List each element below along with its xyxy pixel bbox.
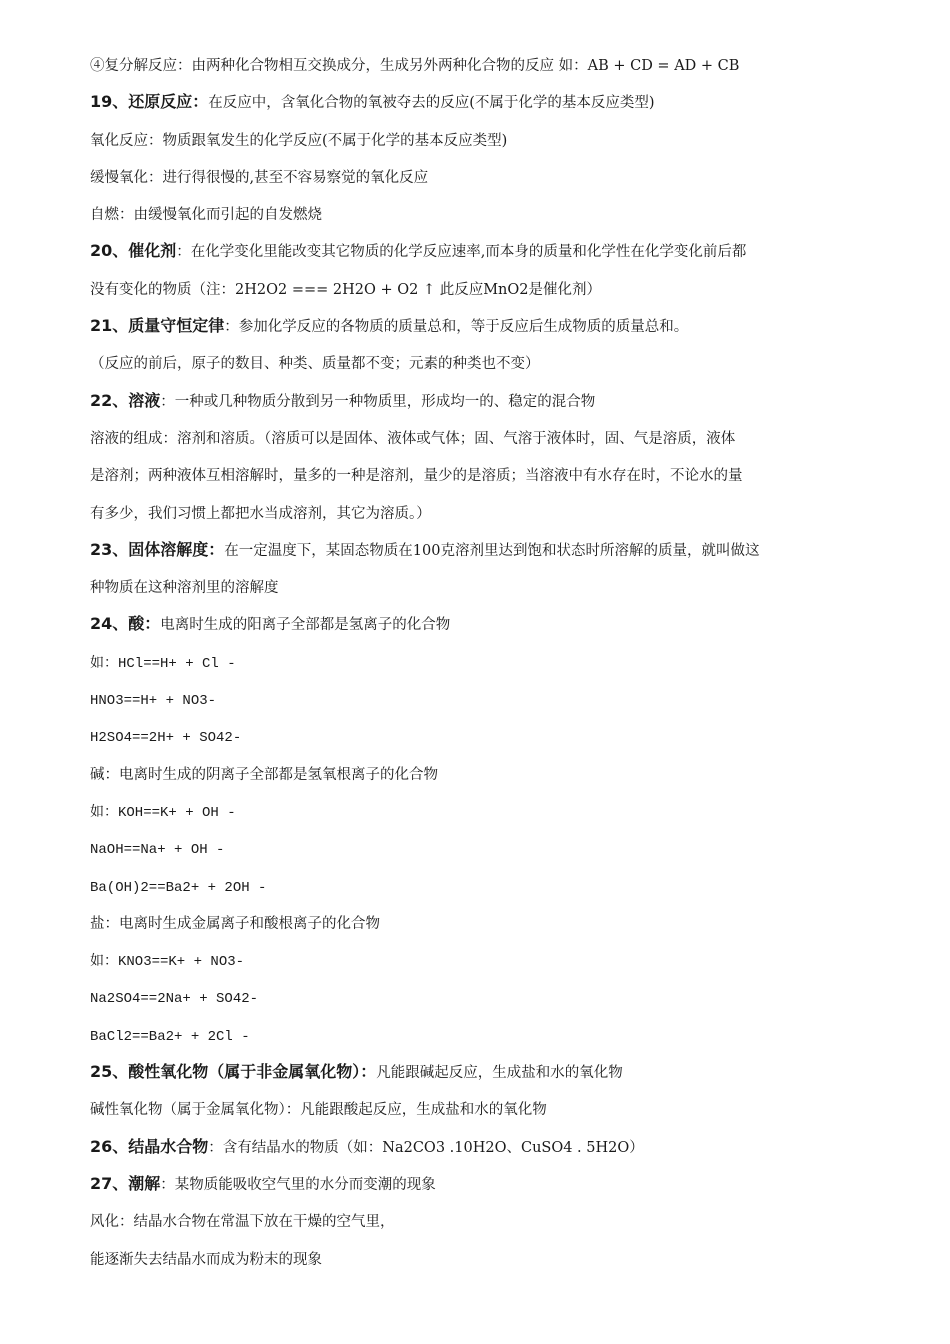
- term-heading: 23、固体溶解度：: [90, 539, 225, 559]
- document-body: [90, 46, 870, 1277]
- line-text: 碱性氧化物（属于金属氧化物）：凡能跟酸起反应，生成盐和水的氧化物: [90, 1102, 547, 1119]
- line-text: 在一定温度下，某固态物质在100克溶剂里达到饱和状态时所溶解的质量，就叫做这: [224, 542, 760, 559]
- term-heading: 25、酸性氧化物（属于非金属氧化物）：: [90, 1062, 377, 1082]
- term-heading: 24、酸：: [90, 614, 161, 634]
- text-line: [90, 270, 870, 307]
- text-line: [90, 307, 870, 344]
- line-text: NaOH==Na+ + OH -: [90, 842, 225, 859]
- line-text: ④复分解反应：由两种化合物相互交换成分，生成另外两种化合物的反应 如：AB + CD = AD + CB: [90, 58, 740, 74]
- term-heading: 22、溶液: [90, 390, 161, 410]
- line-text: （反应的前后，原子的数目、种类、质量都不变；元素的种类也不变）: [90, 356, 540, 373]
- text-line: [90, 121, 870, 158]
- line-text: 是溶剂；两种液体互相溶解时，量多的一种是溶剂，量少的是溶质；当溶液中有水存在时，不论水的量: [90, 468, 743, 485]
- text-line: [90, 1053, 870, 1090]
- text-line: [90, 1128, 870, 1165]
- equation-line: [90, 643, 870, 680]
- equation-line: [90, 792, 870, 829]
- line-text: 种物质在这种溶剂里的溶解度: [90, 580, 279, 597]
- line-text: 凡能跟碱起反应，生成盐和水的氧化物: [376, 1065, 623, 1082]
- line-text: 如：HCl==H+ + Cl -: [90, 655, 236, 672]
- text-line: [90, 195, 870, 232]
- line-text: Ba(OH)2==Ba2+ + 2OH -: [90, 879, 267, 896]
- line-text: H2SO4==2H+ + SO42-: [90, 730, 242, 747]
- text-line: [90, 456, 870, 493]
- term-heading: 21、质量守恒定律: [90, 316, 225, 336]
- text-line: [90, 494, 870, 531]
- line-text: ：某物质能吸收空气里的水分而变潮的现象: [160, 1176, 436, 1193]
- equation-line: [90, 978, 870, 1015]
- text-line: [90, 1202, 870, 1239]
- text-line: [90, 904, 870, 941]
- line-text: 风化：结晶水合物在常温下放在干燥的空气里，: [90, 1214, 395, 1231]
- line-text: ：参加化学反应的各物质的质量总和，等于反应后生成物质的质量总和。: [224, 319, 689, 336]
- line-text: 盐：电离时生成金属离子和酸根离子的化合物: [90, 915, 380, 932]
- term-heading: 27、潮解: [90, 1173, 161, 1193]
- line-text: 缓慢氧化：进行得很慢的,甚至不容易察觉的氧化反应: [90, 169, 429, 186]
- line-text: 电离时生成的阳离子全部都是氢离子的化合物: [160, 617, 451, 634]
- line-text: 溶液的组成：溶剂和溶质。（溶质可以是固体、液体或气体；固、气溶于液体时，固、气是溶质，液体: [90, 430, 736, 447]
- text-line: [90, 531, 870, 568]
- equation-line: [90, 680, 870, 717]
- text-line: [90, 46, 870, 83]
- line-text: BaCl2==Ba2+ + 2Cl -: [90, 1028, 250, 1045]
- equation-line: [90, 867, 870, 904]
- equation-line: [90, 941, 870, 978]
- term-heading: 26、结晶水合物: [90, 1136, 209, 1156]
- line-text: 能逐渐失去结晶水而成为粉末的现象: [90, 1251, 322, 1268]
- line-text: 如：KNO3==K+ + NO3-: [90, 954, 245, 971]
- line-text: 没有变化的物质（注：2H2O2 === 2H2O + O2 ↑ 此反应MnO2是催化剂）: [90, 281, 602, 298]
- line-text: 氧化反应：物质跟氧发生的化学反应(不属于化学的基本反应类型): [90, 132, 508, 149]
- term-heading: 19、还原反应：: [90, 92, 209, 112]
- text-line: [90, 382, 870, 419]
- line-text: 有多少，我们习惯上都把水当成溶剂，其它为溶质。）: [90, 505, 431, 522]
- line-text: ：在化学变化里能改变其它物质的化学反应速率,而本身的质量和化学性在化学变化前后都: [176, 244, 747, 261]
- text-line: [90, 1240, 870, 1277]
- text-line: [90, 605, 870, 642]
- equation-line: [90, 1016, 870, 1053]
- line-text: 如：KOH==K+ + OH -: [90, 804, 236, 821]
- text-line: [90, 83, 870, 120]
- line-text: ：含有结晶水的物质（如：Na2CO3 .10H2O、CuSO4 . 5H2O）: [208, 1139, 644, 1156]
- line-text: Na2SO4==2Na+ + SO42-: [90, 991, 259, 1008]
- line-text: HNO3==H+ + NO3-: [90, 693, 217, 710]
- text-line: [90, 232, 870, 269]
- text-line: [90, 344, 870, 381]
- line-text: 在反应中，含氧化合物的氧被夺去的反应(不属于化学的基本反应类型): [208, 95, 655, 112]
- text-line: [90, 1165, 870, 1202]
- line-text: ：一种或几种物质分散到另一种物质里，形成均一的、稳定的混合物: [160, 393, 596, 410]
- term-heading: 20、催化剂: [90, 241, 177, 261]
- line-text: 碱：电离时生成的阴离子全部都是氢氧根离子的化合物: [90, 766, 438, 783]
- line-text: 自燃：由缓慢氧化而引起的自发燃烧: [90, 207, 322, 224]
- text-line: [90, 419, 870, 456]
- text-line: [90, 568, 870, 605]
- equation-line: [90, 829, 870, 866]
- equation-line: [90, 717, 870, 754]
- text-line: [90, 755, 870, 792]
- text-line: [90, 1090, 870, 1127]
- text-line: [90, 158, 870, 195]
